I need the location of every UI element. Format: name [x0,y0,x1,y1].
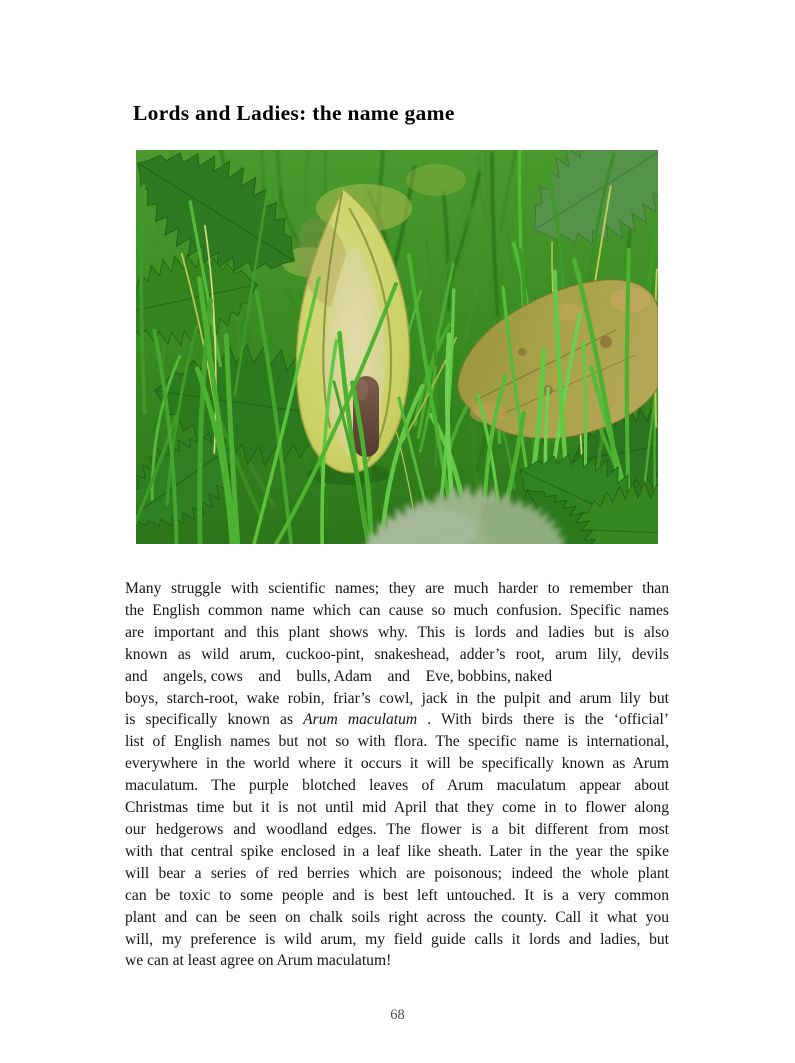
dead-leaf-spot [600,336,612,348]
text-segment: we can at least agree on Arum maculatum! [125,952,392,970]
dry-foliage-patch [406,164,466,196]
dead-leaf-tan-patch [611,288,651,312]
text-segment: . With birds there is the ‘official’ [417,711,669,729]
text-line [125,929,669,951]
text-line [125,819,669,841]
text-segment: will, my preference is wild arum, my field guide calls it lords and ladies, but [125,930,669,948]
text-line [125,644,669,666]
text-line [125,907,669,929]
text-segment: can be toxic to some people and is best left untouched. It is a very common [125,886,669,904]
text-line [125,753,669,775]
text-segment: our hedgerows and woodland edges. The flower is a bit different from most [125,820,669,838]
text-segment: known as wild arum, cuckoo-pint, snakeshead, adder’s root, arum lily, devils [125,645,669,663]
text-line [125,841,669,863]
text-segment: and angels, cows and bulls, Adam and Eve, bobbins, naked [125,667,553,685]
text-segment: Christmas time but it is not until mid April that they come in to flower along [125,799,669,817]
text-segment: plant and can be seen on chalk soils right across the county. Call it what you [125,908,669,926]
dead-leaf-spot [518,348,526,356]
text-segment: the English common name which can cause so much confusion. Specific names [125,601,669,619]
text-line [125,622,669,644]
text-line [125,688,669,710]
text-segment: is specifically known as [125,711,304,729]
text-segment: will bear a series of red berries which are poisonous; indeed the whole plant [125,864,669,882]
text-line [125,885,669,907]
plant-photo [136,150,658,544]
dead-leaf-tan-patch [470,403,506,423]
text-line [125,863,669,885]
body-paragraph [125,578,669,972]
text-segment: Many struggle with scientific names; they are much harder to remember than [125,580,669,597]
text-segment: boys, starch-root, wake robin, friar’s cowl, jack in the pulpit and arum lily but [125,689,669,707]
text-segment: with that central spike enclosed in a leaf like sheath. Later in the year the spike [125,842,669,860]
text-line [125,600,669,622]
text-line [125,578,669,600]
text-line [125,709,669,731]
page-number: 68 [390,1007,405,1023]
grass-blade [325,150,326,192]
plant-photo-svg [136,150,658,544]
text-segment: are important and this plant shows why. This is lords and ladies but is also [125,623,669,641]
text-segment: everywhere in the world where it occurs it will be specifically known as Arum [125,755,669,773]
text-line [125,797,669,819]
text-line [125,731,669,753]
text-segment: maculatum. The purple blotched leaves of Arum maculatum appear about [125,777,669,795]
species-name-italic: Arum maculatum [303,711,418,729]
text-line [125,775,669,797]
text-line [125,666,669,688]
page-title: Lords and Ladies: the name game [133,101,455,125]
text-segment: list of English names but not so with flora. The specific name is international, [125,733,669,751]
text-line [125,950,669,972]
